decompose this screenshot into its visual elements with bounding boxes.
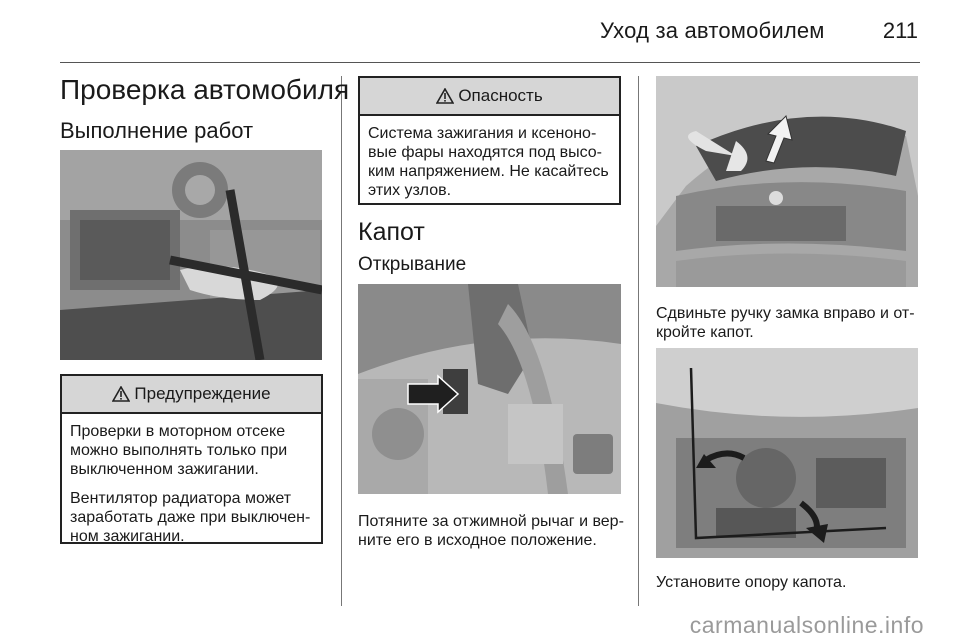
section-title: Проверка автомобиля (60, 74, 350, 105)
watermark: carmanualsonline.info (689, 612, 924, 638)
subsection-title-opening: Открывание (358, 254, 467, 275)
column-divider (638, 76, 639, 606)
column-divider (341, 76, 342, 606)
section-title-hood: Капот (358, 218, 425, 246)
danger-paragraph: Система зажигания и ксеноно- вые фары находятся под высо- ким напряжением. Не касайтесь этих узлов. (368, 125, 609, 199)
header-rule (60, 62, 920, 63)
warning-triangle-icon (436, 88, 454, 104)
danger-box (358, 76, 621, 205)
hood-prop-caption: Установите опору капота. (656, 574, 847, 591)
release-lever-photo (358, 284, 621, 494)
engine-bay-photo (60, 150, 322, 360)
hood-open-caption: Сдвиньте ручку замка вправо и от- кройте капот. (656, 305, 915, 341)
warning-triangle-icon (112, 386, 130, 402)
danger-heading: Опасность (458, 86, 543, 105)
hood-opening-photo (656, 76, 918, 287)
hood-prop-photo (656, 348, 918, 558)
page-number: 211 (882, 18, 918, 43)
subsection-title: Выполнение работ (60, 118, 254, 143)
warning-heading-bar (62, 376, 321, 414)
hood-release-caption: Потяните за отжимной рычаг и вер- ните его в исходное положение. (358, 513, 624, 549)
warning-box (60, 374, 323, 544)
warning-heading: Предупреждение (134, 384, 271, 403)
warning-paragraph: Вентилятор радиатора может заработать даже при выключен- ном зажигании. (70, 490, 311, 545)
warning-paragraph: Проверки в моторном отсеке можно выполнять только при выключенном зажигании. (70, 423, 288, 478)
danger-heading-bar (360, 78, 619, 116)
running-title: Уход за автомобилем (600, 18, 825, 43)
